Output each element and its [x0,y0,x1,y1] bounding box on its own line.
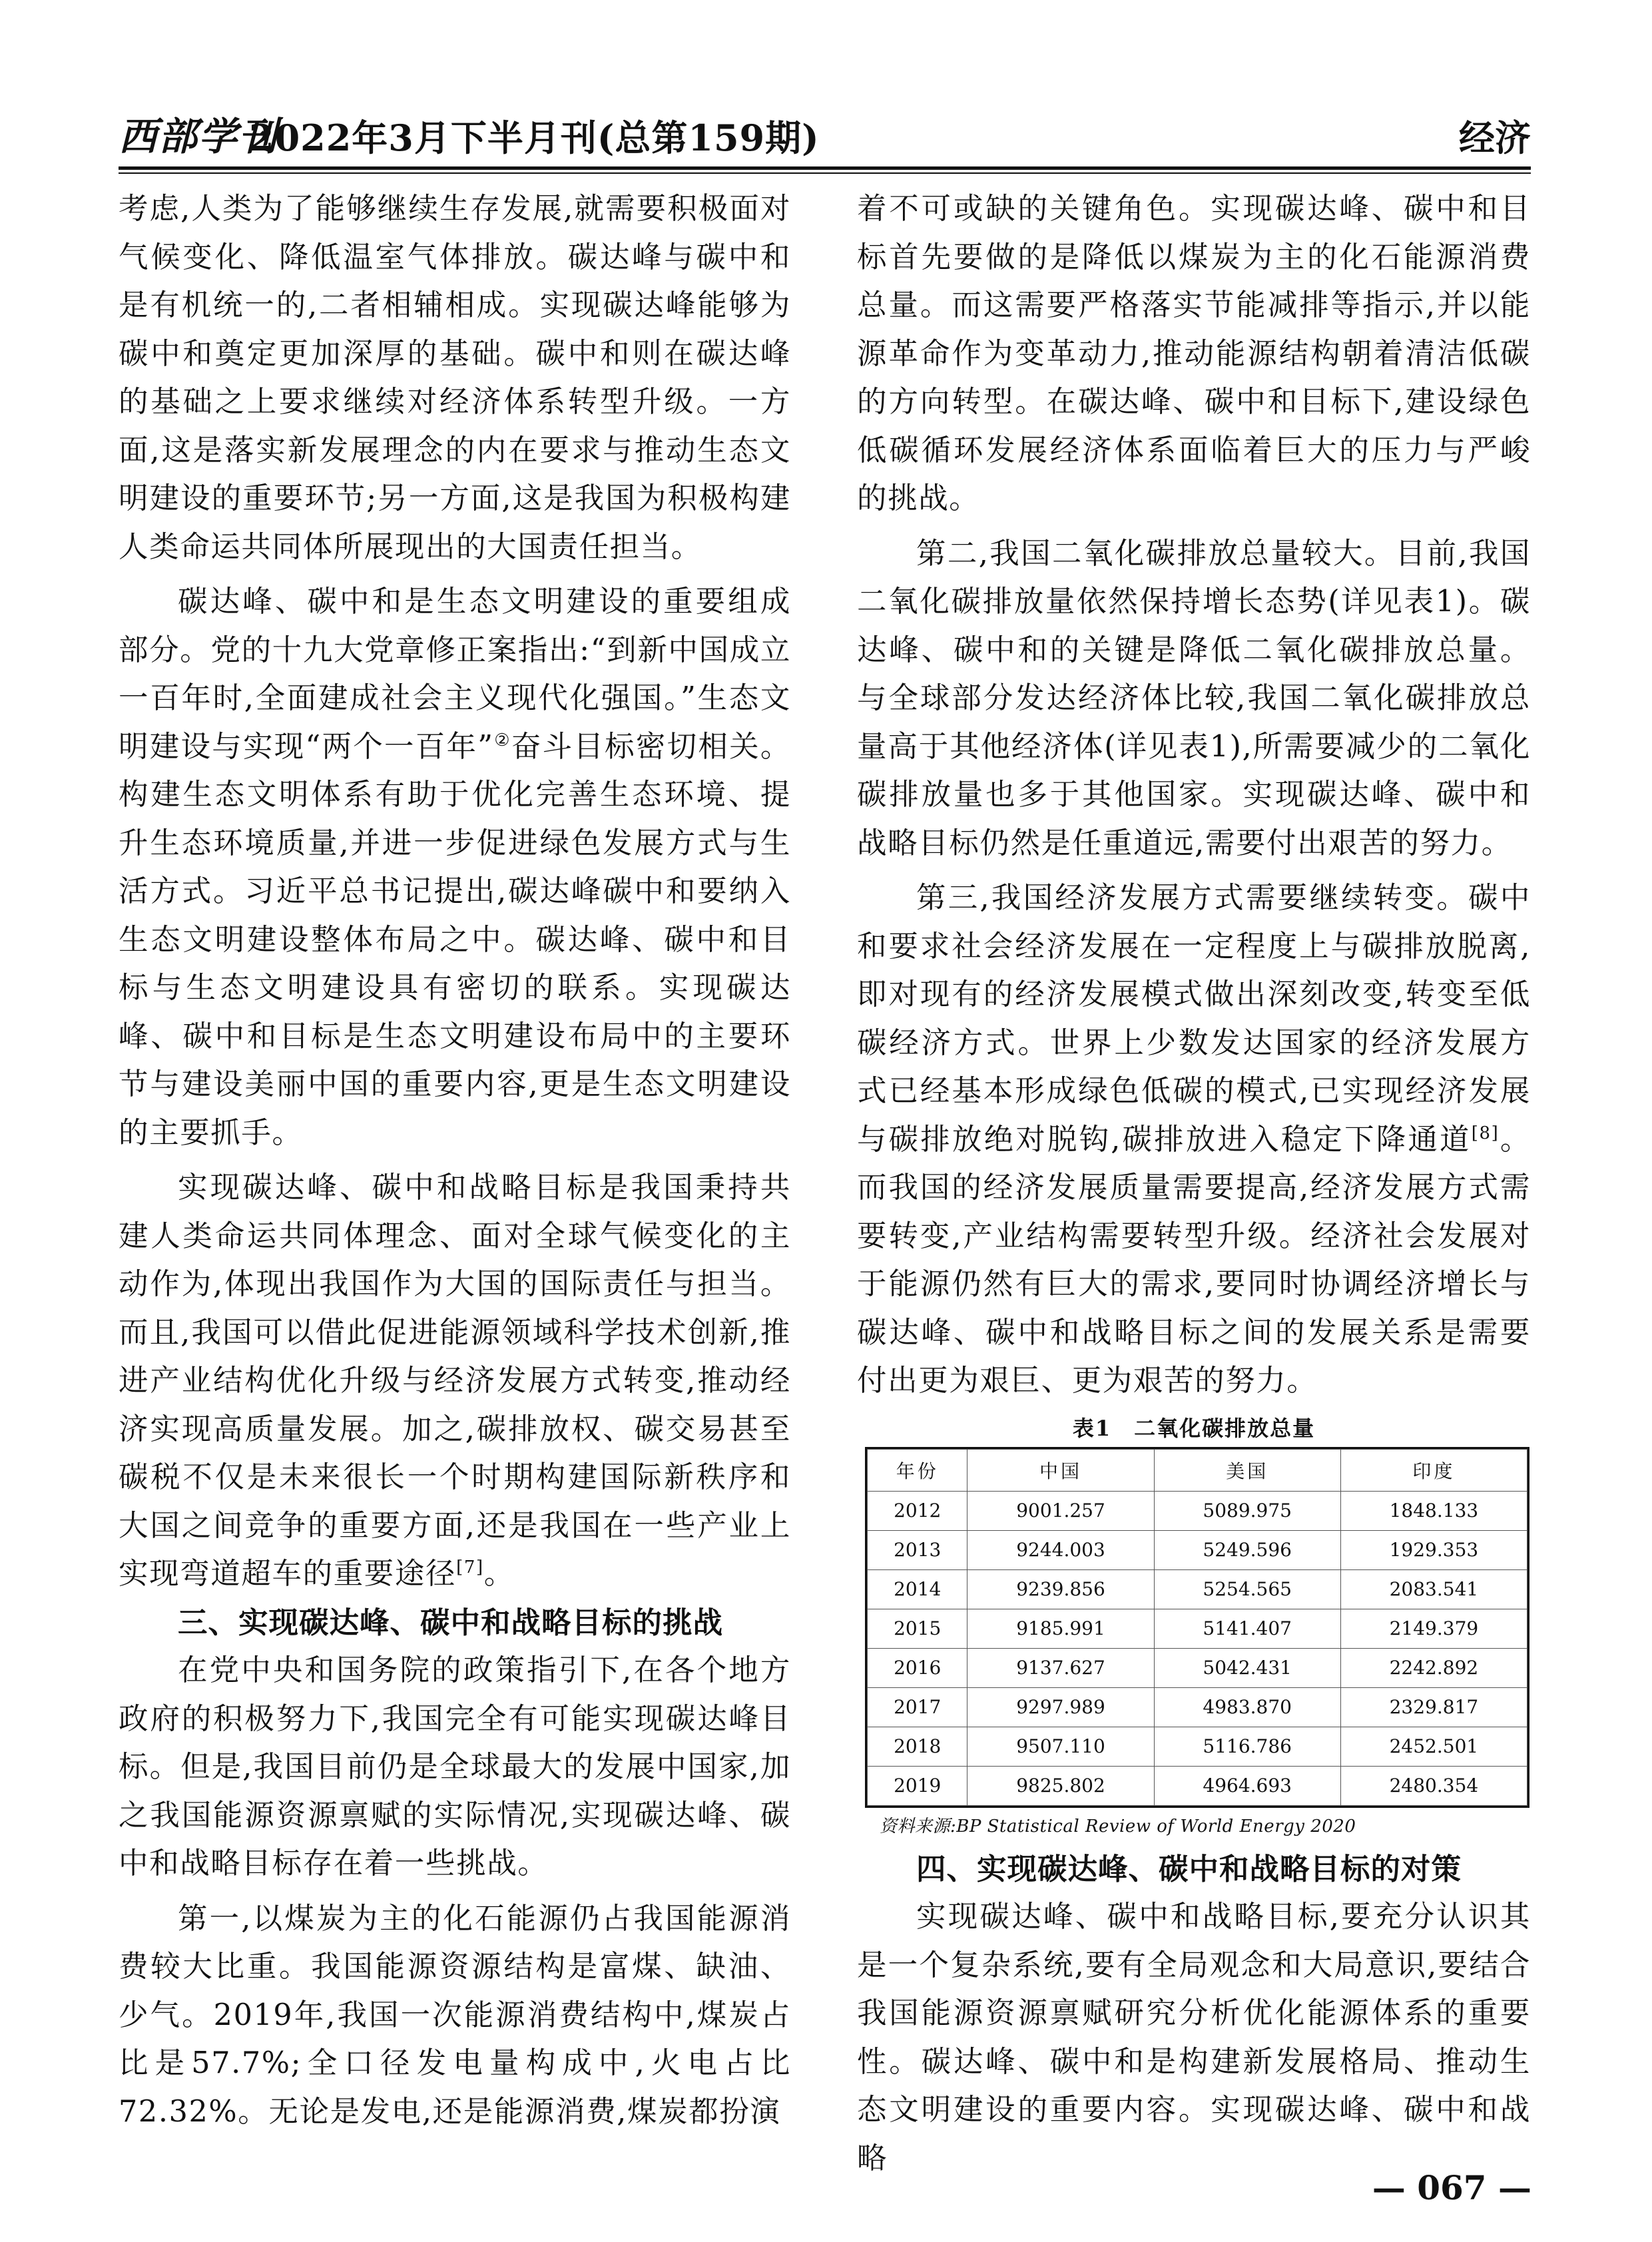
table-cell: 9239.856 [967,1569,1154,1609]
header-rule-thin [119,172,1531,174]
paragraph: 第二,我国二氧化碳排放总量较大。目前,我国二氧化碳排放量依然保持增长态势(详见表1)。碳达峰、碳中和的关键是降低二氧化碳排放总量。与全球部分发达经济体比较,我国二氧化碳排放总量高于其他经济体(详见表1),所需要减少的二氧化碳排放量也多于其他国家。实现碳达峰、碳中和战略目标仍然是任重道远,需要付出艰苦的努力。 [857,536,1531,860]
left-column [119,185,791,2136]
paragraph-text: 实现碳达峰、碳中和战略目标是我国秉持共建人类命运共同体理念、面对全球气候变化的主动作为,体现出我国作为大国的国际责任与担当。而且,我国可以借此促进能源领域科学技术创新,推进产业结构优化升级与经济发展方式转变,推动经济实现高质量发展。加之,碳排放权、碳交易甚至碳税不仅是未来很长一个时期构建国际新秩序和大国之间竞争的重要方面,还是我国在一些产业上实现弯道超车的重要途径 [119,1171,791,1591]
paragraph-text: 。 [483,1557,515,1591]
table-cell: 2012 [868,1491,967,1530]
issue-info: 2022年3月下半月刊(总第159期) [249,117,820,159]
table-cell: 2018 [868,1727,967,1766]
table-cell: 9001.257 [967,1491,1154,1530]
journal-logo: 西部学刊 [119,114,279,159]
table-cell: 2242.892 [1340,1648,1527,1687]
table-cell: 9825.802 [967,1766,1154,1805]
table-cell: 5042.431 [1154,1648,1340,1687]
table-cell: 4964.693 [1154,1766,1340,1805]
paragraph: 实现碳达峰、碳中和战略目标,要充分认识其是一个复杂系统,要有全局观念和大局意识,要结合我国能源资源禀赋研究分析优化能源体系的重要性。碳达峰、碳中和是构建新发展格局、推动生态文明建设的重要内容。实现碳达峰、碳中和战略 [857,1900,1531,2175]
table-cell: 2452.501 [1340,1727,1527,1766]
table-row [868,1569,1527,1609]
table-source-note: 资料来源:BP Statistical Review of World Energy 2020 [880,1816,1356,1836]
column-header: 美国 [1154,1449,1340,1491]
table-cell: 9244.003 [967,1530,1154,1569]
table-cell: 5254.565 [1154,1569,1340,1609]
paragraph-text: 碳达峰、碳中和是生态文明建设的重要组成部分。党的十九大党章修正案指出:“到新中国成立一百年时,全面建成社会主义现代化强国。”生态文明建设与实现“两个一百年” [119,585,791,764]
table-cell: 2013 [868,1530,967,1569]
table-row [868,1687,1527,1727]
table-cell: 9137.627 [967,1648,1154,1687]
table-row [868,1766,1527,1805]
table-row [868,1491,1527,1530]
table-row [868,1530,1527,1569]
paragraph-text: 。而我国的经济发展质量需要提高,经济发展方式需要转变,产业结构需要转型升级。经济社会发展对于能源仍然有巨大的需求,要同时协调经济增长与碳达峰、碳中和战略目标之间的发展关系是需要付出更为艰巨、更为艰苦的努力。 [857,1122,1531,1398]
right-column [857,185,1531,2183]
table-frame [865,1447,1529,1808]
table-cell: 5116.786 [1154,1727,1340,1766]
table-cell: 1929.353 [1340,1530,1527,1569]
table-row [868,1609,1527,1648]
table-cell: 2014 [868,1569,967,1609]
table-cell: 5249.596 [1154,1530,1340,1569]
citation: [8] [1471,1123,1500,1143]
table-cell: 2480.354 [1340,1766,1527,1805]
table-cell: 9185.991 [967,1609,1154,1648]
table-header-row [868,1449,1527,1491]
paragraph [119,1164,791,1599]
table-row [868,1727,1527,1766]
paragraph: 考虑,人类为了能够继续生存发展,就需要积极面对气候变化、降低温室气体排放。碳达峰与碳中和是有机统一的,二者相辅相成。实现碳达峰能够为碳中和奠定更加深厚的基础。碳中和则在碳达峰的基础之上要求继续对经济体系转型升级。一方面,这是落实新发展理念的内在要求与推动生态文明建设的重要环节;另一方面,这是我国为积极构建人类命运共同体所展现出的大国责任担当。 [119,192,791,564]
section-heading: 四、实现碳达峰、碳中和战略目标的对策 [916,1851,1462,1886]
running-header [119,110,1531,163]
table-cell: 9507.110 [967,1727,1154,1766]
table-cell: 2149.379 [1340,1609,1527,1648]
section-heading: 三、实现碳达峰、碳中和战略目标的挑战 [178,1605,724,1640]
table-cell: 9297.989 [967,1687,1154,1727]
column-header: 印度 [1340,1449,1527,1491]
column-header: 中国 [967,1449,1154,1491]
section-label: 经济 [1459,117,1531,159]
table-caption: 表1 二氧化碳排放总量 [1072,1415,1316,1441]
table-row [868,1648,1527,1687]
paragraph [857,874,1531,1406]
table-cell: 5141.407 [1154,1609,1340,1648]
table-cell: 2083.541 [1340,1569,1527,1609]
citation: [7] [456,1557,484,1578]
paragraph [119,578,791,1157]
table-cell: 2017 [868,1687,967,1727]
table-cell: 4983.870 [1154,1687,1340,1727]
table-cell: 5089.975 [1154,1491,1340,1530]
column-header: 年份 [868,1449,967,1491]
page-number: — 067 — [1372,2168,1531,2207]
paragraph-text: 第三,我国经济发展方式需要继续转变。碳中和要求社会经济发展在一定程度上与碳排放脱离,即对现有的经济发展模式做出深刻改变,转变至低碳经济方式。世界上少数发达国家的经济发展方式已经基本形成绿色低碳的模式,已实现经济发展与碳排放绝对脱钩,碳排放进入稳定下降通道 [857,881,1531,1157]
table-cell: 2016 [868,1648,967,1687]
paragraph: 第一,以煤炭为主的化石能源仍占我国能源消费较大比重。我国能源资源结构是富煤、缺油、少气。2019年,我国一次能源消费结构中,煤炭占比是57.7%;全口径发电量构成中,火电占比72.32%。无论是发电,还是能源消费,煤炭都扮演 [119,1901,791,2129]
endnote-marker: ② [493,730,511,750]
paragraph: 在党中央和国务院的政策指引下,在各个地方政府的积极努力下,我国完全有可能实现碳达峰目标。但是,我国目前仍是全球最大的发展中国家,加之我国能源资源禀赋的实际情况,实现碳达峰、碳中和战略目标存在着一些挑战。 [119,1653,791,1880]
paragraph: 着不可或缺的关键角色。实现碳达峰、碳中和目标首先要做的是降低以煤炭为主的化石能源消费总量。而这需要严格落实节能减排等指示,并以能源革命作为变革动力,推动能源结构朝着清洁低碳的方向转型。在碳达峰、碳中和目标下,建设绿色低碳循环发展经济体系面临着巨大的压力与严峻的挑战。 [857,192,1531,515]
paragraph-text: 奋斗目标密切相关。构建生态文明体系有助于优化完善生态环境、提升生态环境质量,并进一步促进绿色发展方式与生活方式。习近平总书记提出,碳达峰碳中和要纳入生态文明建设整体布局之中。碳达峰、碳中和目标与生态文明建设具有密切的联系。实现碳达峰、碳中和目标是生态文明建设布局中的主要环节与建设美丽中国的重要内容,更是生态文明建设的主要抓手。 [119,729,791,1150]
header-rule [119,166,1531,170]
table-cell: 1848.133 [1340,1491,1527,1530]
table-cell: 2015 [868,1609,967,1648]
table-cell: 2329.817 [1340,1687,1527,1727]
emissions-table [867,1449,1527,1806]
table-cell: 2019 [868,1766,967,1805]
